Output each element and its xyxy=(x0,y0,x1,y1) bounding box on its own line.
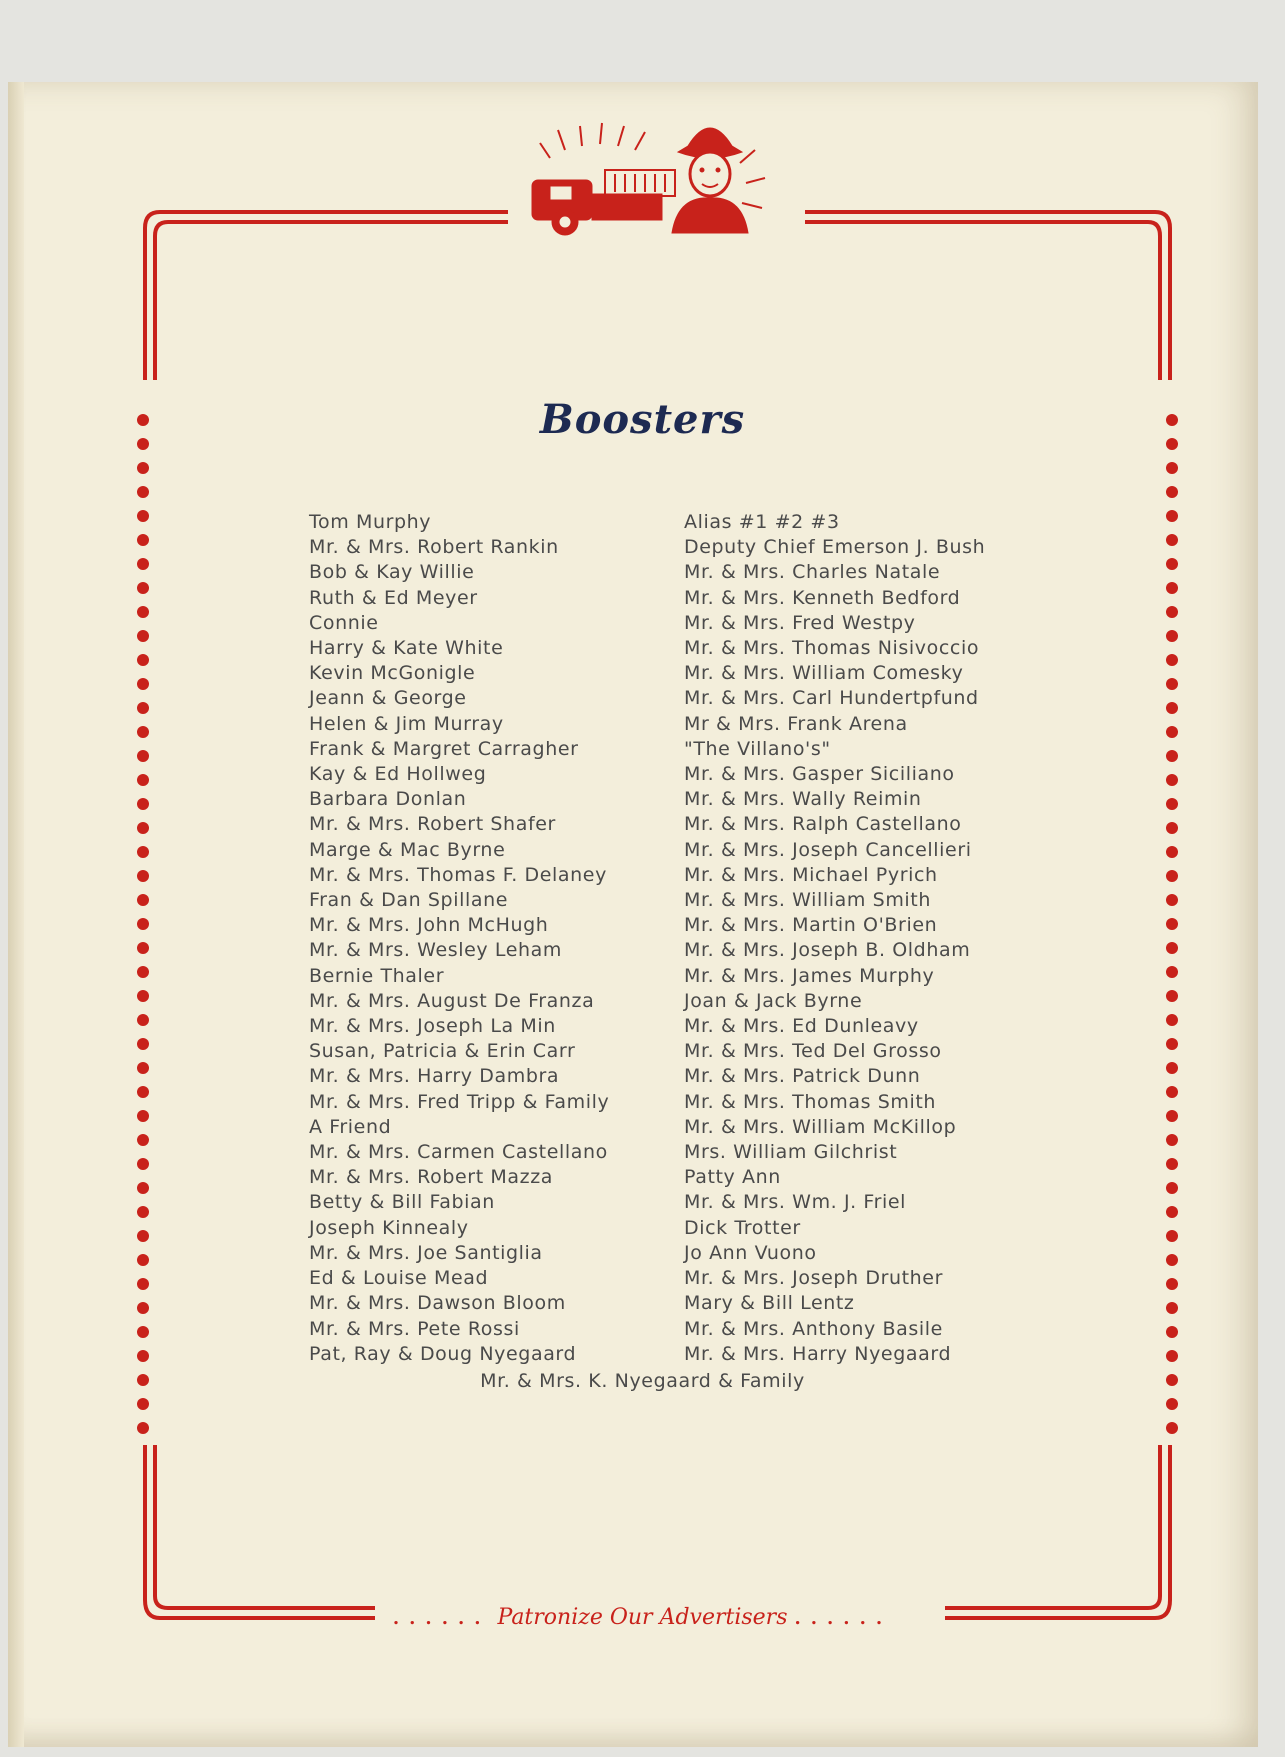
list-item: Mr. & Mrs. William McKillop xyxy=(684,1115,957,1138)
list-item: Patty Ann xyxy=(684,1166,781,1189)
list-item: Mr. & Mrs. Harry Nyegaard xyxy=(684,1342,952,1365)
list-item: Dick Trotter xyxy=(684,1216,801,1239)
list-item: Frank & Margret Carragher xyxy=(309,737,579,760)
list-item: Mr. & Mrs. Anthony Basile xyxy=(684,1317,943,1340)
list-item: Mr & Mrs. Frank Arena xyxy=(684,712,908,735)
list-item: Connie xyxy=(309,611,379,634)
boosters-right-column xyxy=(684,510,985,1367)
list-item: Mr. & Mrs. Joseph Druther xyxy=(684,1267,944,1290)
footer-text: Patronize Our Advertisers xyxy=(497,1605,788,1630)
list-item: Fran & Dan Spillane xyxy=(309,889,509,912)
footer-dots-left: ...... xyxy=(392,1608,491,1629)
fireman-and-fire-truck-icon xyxy=(510,108,800,243)
list-item: Mr. & Mrs. Ed Dunleavy xyxy=(684,1015,919,1038)
list-item: Kevin McGonigle xyxy=(309,662,476,685)
list-item: Mr. & Mrs. Joseph Cancellieri xyxy=(684,838,972,861)
footer-dots-right: ...... xyxy=(794,1608,893,1629)
boosters-left-column xyxy=(309,510,609,1367)
list-item: Mr. & Mrs. Thomas Smith xyxy=(684,1090,937,1113)
list-item: "The Villano's" xyxy=(684,737,831,760)
list-item: Helen & Jim Murray xyxy=(309,712,504,735)
footer-slogan xyxy=(0,1605,1285,1630)
dotted-border xyxy=(137,414,1178,1434)
list-item: Mr. & Mrs. Ted Del Grosso xyxy=(684,1040,942,1063)
list-item: Mr. & Mrs. William Smith xyxy=(684,889,931,912)
list-item: Mr. & Mrs. James Murphy xyxy=(684,964,935,987)
list-item: Bob & Kay Willie xyxy=(309,561,475,584)
list-item: Mr. & Mrs. Martin O'Brien xyxy=(684,914,938,937)
list-item: Mr. & Mrs. Robert Rankin xyxy=(309,536,559,559)
list-item: Kay & Ed Hollweg xyxy=(309,763,487,786)
list-item: Mr. & Mrs. Thomas F. Delaney xyxy=(309,863,607,886)
list-item: Mr. & Mrs. Ralph Castellano xyxy=(684,813,962,836)
list-item: Mr. & Mrs. Dawson Bloom xyxy=(309,1292,566,1315)
list-item: Mr. & Mrs. Robert Mazza xyxy=(309,1166,554,1189)
list-item: Mr. & Mrs. Pete Rossi xyxy=(309,1317,520,1340)
list-item: Mr. & Mrs. Wm. J. Friel xyxy=(684,1191,907,1214)
list-item: Mr. & Mrs. Joe Santiglia xyxy=(309,1241,543,1264)
list-item: Mr. & Mrs. Fred Westpy xyxy=(684,611,916,634)
page-title: Boosters xyxy=(539,396,746,443)
list-item: Mr. & Mrs. Joseph La Min xyxy=(309,1015,556,1038)
list-item: Tom Murphy xyxy=(309,511,432,533)
list-item: Mr. & Mrs. Wally Reimin xyxy=(684,788,922,811)
list-item: Mr. & Mrs. Fred Tripp & Family xyxy=(309,1090,610,1113)
list-item: Joan & Jack Byrne xyxy=(684,989,863,1012)
list-item: Mr. & Mrs. Charles Natale xyxy=(684,561,941,584)
list-item: Harry & Kate White xyxy=(309,637,504,660)
list-item: Mr. & Mrs. Robert Shafer xyxy=(309,813,556,836)
list-item: Mr. & Mrs. Patrick Dunn xyxy=(684,1065,921,1088)
list-item: Mr. & Mrs. Wesley Leham xyxy=(309,939,563,962)
list-item: Alias #1 #2 #3 xyxy=(684,511,840,533)
list-item: Mr. & Mrs. William Comesky xyxy=(684,662,964,685)
list-item: Mr. & Mrs. Harry Dambra xyxy=(309,1065,560,1088)
list-item: Mr. & Mrs. Kenneth Bedford xyxy=(684,586,961,609)
list-item: Joseph Kinnealy xyxy=(309,1216,469,1239)
list-item: Mary & Bill Lentz xyxy=(684,1292,855,1315)
list-item: Bernie Thaler xyxy=(309,964,445,987)
list-item: Mr. & Mrs. Thomas Nisivoccio xyxy=(684,637,980,660)
list-item: Jeann & George xyxy=(309,687,467,710)
list-item: Susan, Patricia & Erin Carr xyxy=(309,1040,576,1063)
list-item: Mr. & Mrs. Joseph B. Oldham xyxy=(684,939,971,962)
list-item: Mr. & Mrs. John McHugh xyxy=(309,914,549,937)
list-item: Deputy Chief Emerson J. Bush xyxy=(684,536,986,559)
list-item: Ruth & Ed Meyer xyxy=(309,586,478,609)
list-item: Mr. & Mrs. August De Franza xyxy=(309,989,595,1012)
list-item: Mr. & Mrs. Michael Pyrich xyxy=(684,863,938,886)
list-item: Mrs. William Gilchrist xyxy=(684,1141,898,1164)
list-item: Betty & Bill Fabian xyxy=(309,1191,495,1214)
list-item: Mr. & Mrs. Gasper Siciliano xyxy=(684,763,955,786)
list-item: Jo Ann Vuono xyxy=(684,1241,817,1264)
list-item: Pat, Ray & Doug Nyegaard xyxy=(309,1342,577,1365)
list-item: Marge & Mac Byrne xyxy=(309,838,506,861)
list-item: Mr. & Mrs. Carmen Castellano xyxy=(309,1141,608,1164)
list-item: Barbara Donlan xyxy=(309,788,467,811)
list-item: A Friend xyxy=(309,1115,392,1138)
final-booster-line: Mr. & Mrs. K. Nyegaard & Family xyxy=(480,1370,805,1392)
list-item: Ed & Louise Mead xyxy=(309,1267,489,1290)
list-item: Mr. & Mrs. Carl Hundertpfund xyxy=(684,687,979,710)
